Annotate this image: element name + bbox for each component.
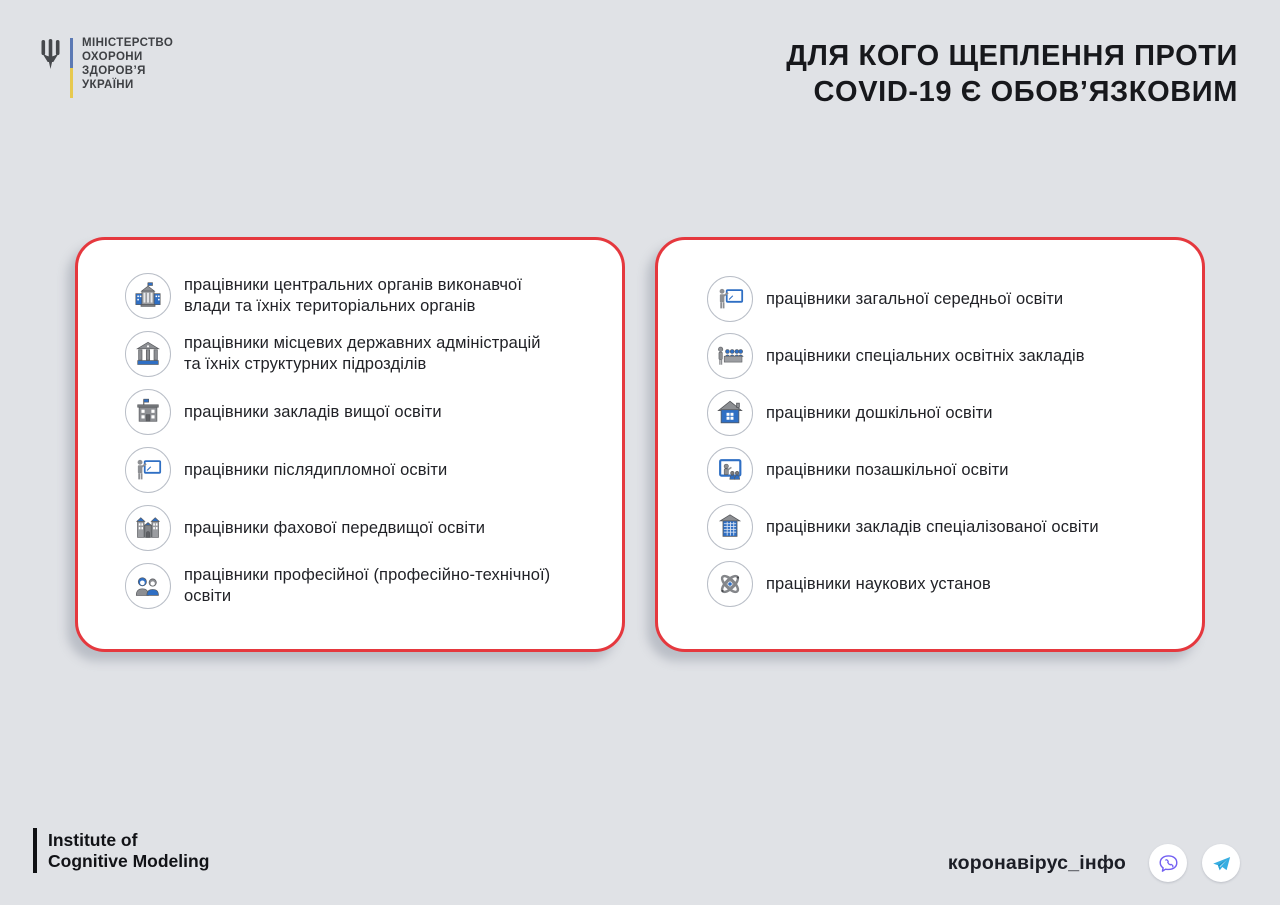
item-text-line: працівники дошкільної освіти <box>766 403 993 422</box>
telegram-icon[interactable] <box>1202 844 1240 882</box>
item-text-line: працівники фахової передвищої освіти <box>184 518 486 537</box>
item-text-line: працівники закладів вищої освіти <box>184 402 442 421</box>
ministry-line: МІНІСТЕРСТВО <box>82 37 174 49</box>
item-text-line: працівники загальної середньої освіти <box>766 289 1064 308</box>
item-text <box>184 275 522 317</box>
institute-logo <box>33 828 209 873</box>
list-item <box>707 447 1178 493</box>
item-text-line: працівники спеціальних освітніх закладів <box>766 346 1085 365</box>
page-title-line2: COVID-19 Є ОБОВ’ЯЗКОВИМ <box>813 76 1238 108</box>
item-text-line: працівники центральних органів виконавчої <box>184 276 523 294</box>
item-text-line: працівники наукових установ <box>766 574 991 593</box>
teacher-children-icon <box>707 447 753 493</box>
card-left <box>75 237 625 652</box>
item-text-line: працівники позашкільної освіти <box>766 460 1009 479</box>
list-item <box>125 505 598 551</box>
item-text <box>184 402 442 423</box>
item-text <box>184 333 541 375</box>
bank-building-icon <box>125 331 171 377</box>
classroom-icon <box>707 333 753 379</box>
item-text <box>766 460 1009 481</box>
viber-icon[interactable] <box>1149 844 1187 882</box>
item-text <box>766 574 991 595</box>
item-text <box>184 518 485 539</box>
item-text-line: освіти <box>184 587 232 605</box>
list-item <box>125 331 598 377</box>
item-text <box>766 403 993 424</box>
logo-divider <box>70 38 73 98</box>
item-text <box>184 565 550 607</box>
institute-name <box>48 828 209 873</box>
kindergarten-house-icon <box>707 390 753 436</box>
item-text <box>766 517 1099 538</box>
list-item <box>707 390 1178 436</box>
item-text <box>766 289 1063 310</box>
specialized-building-icon <box>707 504 753 550</box>
list-item <box>125 273 598 319</box>
university-building-icon <box>125 389 171 435</box>
trident-icon <box>40 39 61 69</box>
item-text-line: працівники місцевих державних адміністрацій <box>184 334 541 352</box>
item-text-line: та їхніх структурних підрозділів <box>184 355 427 373</box>
government-building-icon <box>125 273 171 319</box>
two-students-icon <box>125 563 171 609</box>
item-text <box>184 460 447 481</box>
institute-line2: Cognitive Modeling <box>48 851 210 871</box>
college-building-icon <box>125 505 171 551</box>
ministry-line: ЗДОРОВ’Я <box>82 65 146 77</box>
list-item <box>125 563 598 609</box>
page-title-line1: ДЛЯ КОГО ЩЕПЛЕННЯ ПРОТИ <box>786 40 1238 72</box>
ministry-name <box>82 36 173 92</box>
item-text-line: влади та їхніх територіальних органів <box>184 297 476 315</box>
item-text-line: працівники післядипломної освіти <box>184 460 448 479</box>
teacher-board-icon <box>125 447 171 493</box>
ministry-line: УКРАЇНИ <box>82 79 134 91</box>
item-text-line: працівники закладів спеціалізованої освіти <box>766 517 1099 536</box>
list-item <box>707 276 1178 322</box>
item-text <box>766 346 1085 367</box>
list-item <box>125 389 598 435</box>
card-right <box>655 237 1205 652</box>
atom-icon <box>707 561 753 607</box>
list-item <box>707 504 1178 550</box>
page-title <box>786 38 1238 110</box>
institute-logo-bar <box>33 828 37 873</box>
list-item <box>707 561 1178 607</box>
list-item <box>125 447 598 493</box>
list-item <box>707 333 1178 379</box>
ministry-logo <box>40 36 173 98</box>
item-text-line: працівники професійної (професійно-технічної) <box>184 566 551 584</box>
channel-name: коронавірус_інфо <box>947 851 1126 874</box>
teacher-board-icon <box>707 276 753 322</box>
channel-block <box>948 844 1240 882</box>
ministry-line: ОХОРОНИ <box>82 51 143 63</box>
institute-line1: Institute of <box>48 830 138 850</box>
